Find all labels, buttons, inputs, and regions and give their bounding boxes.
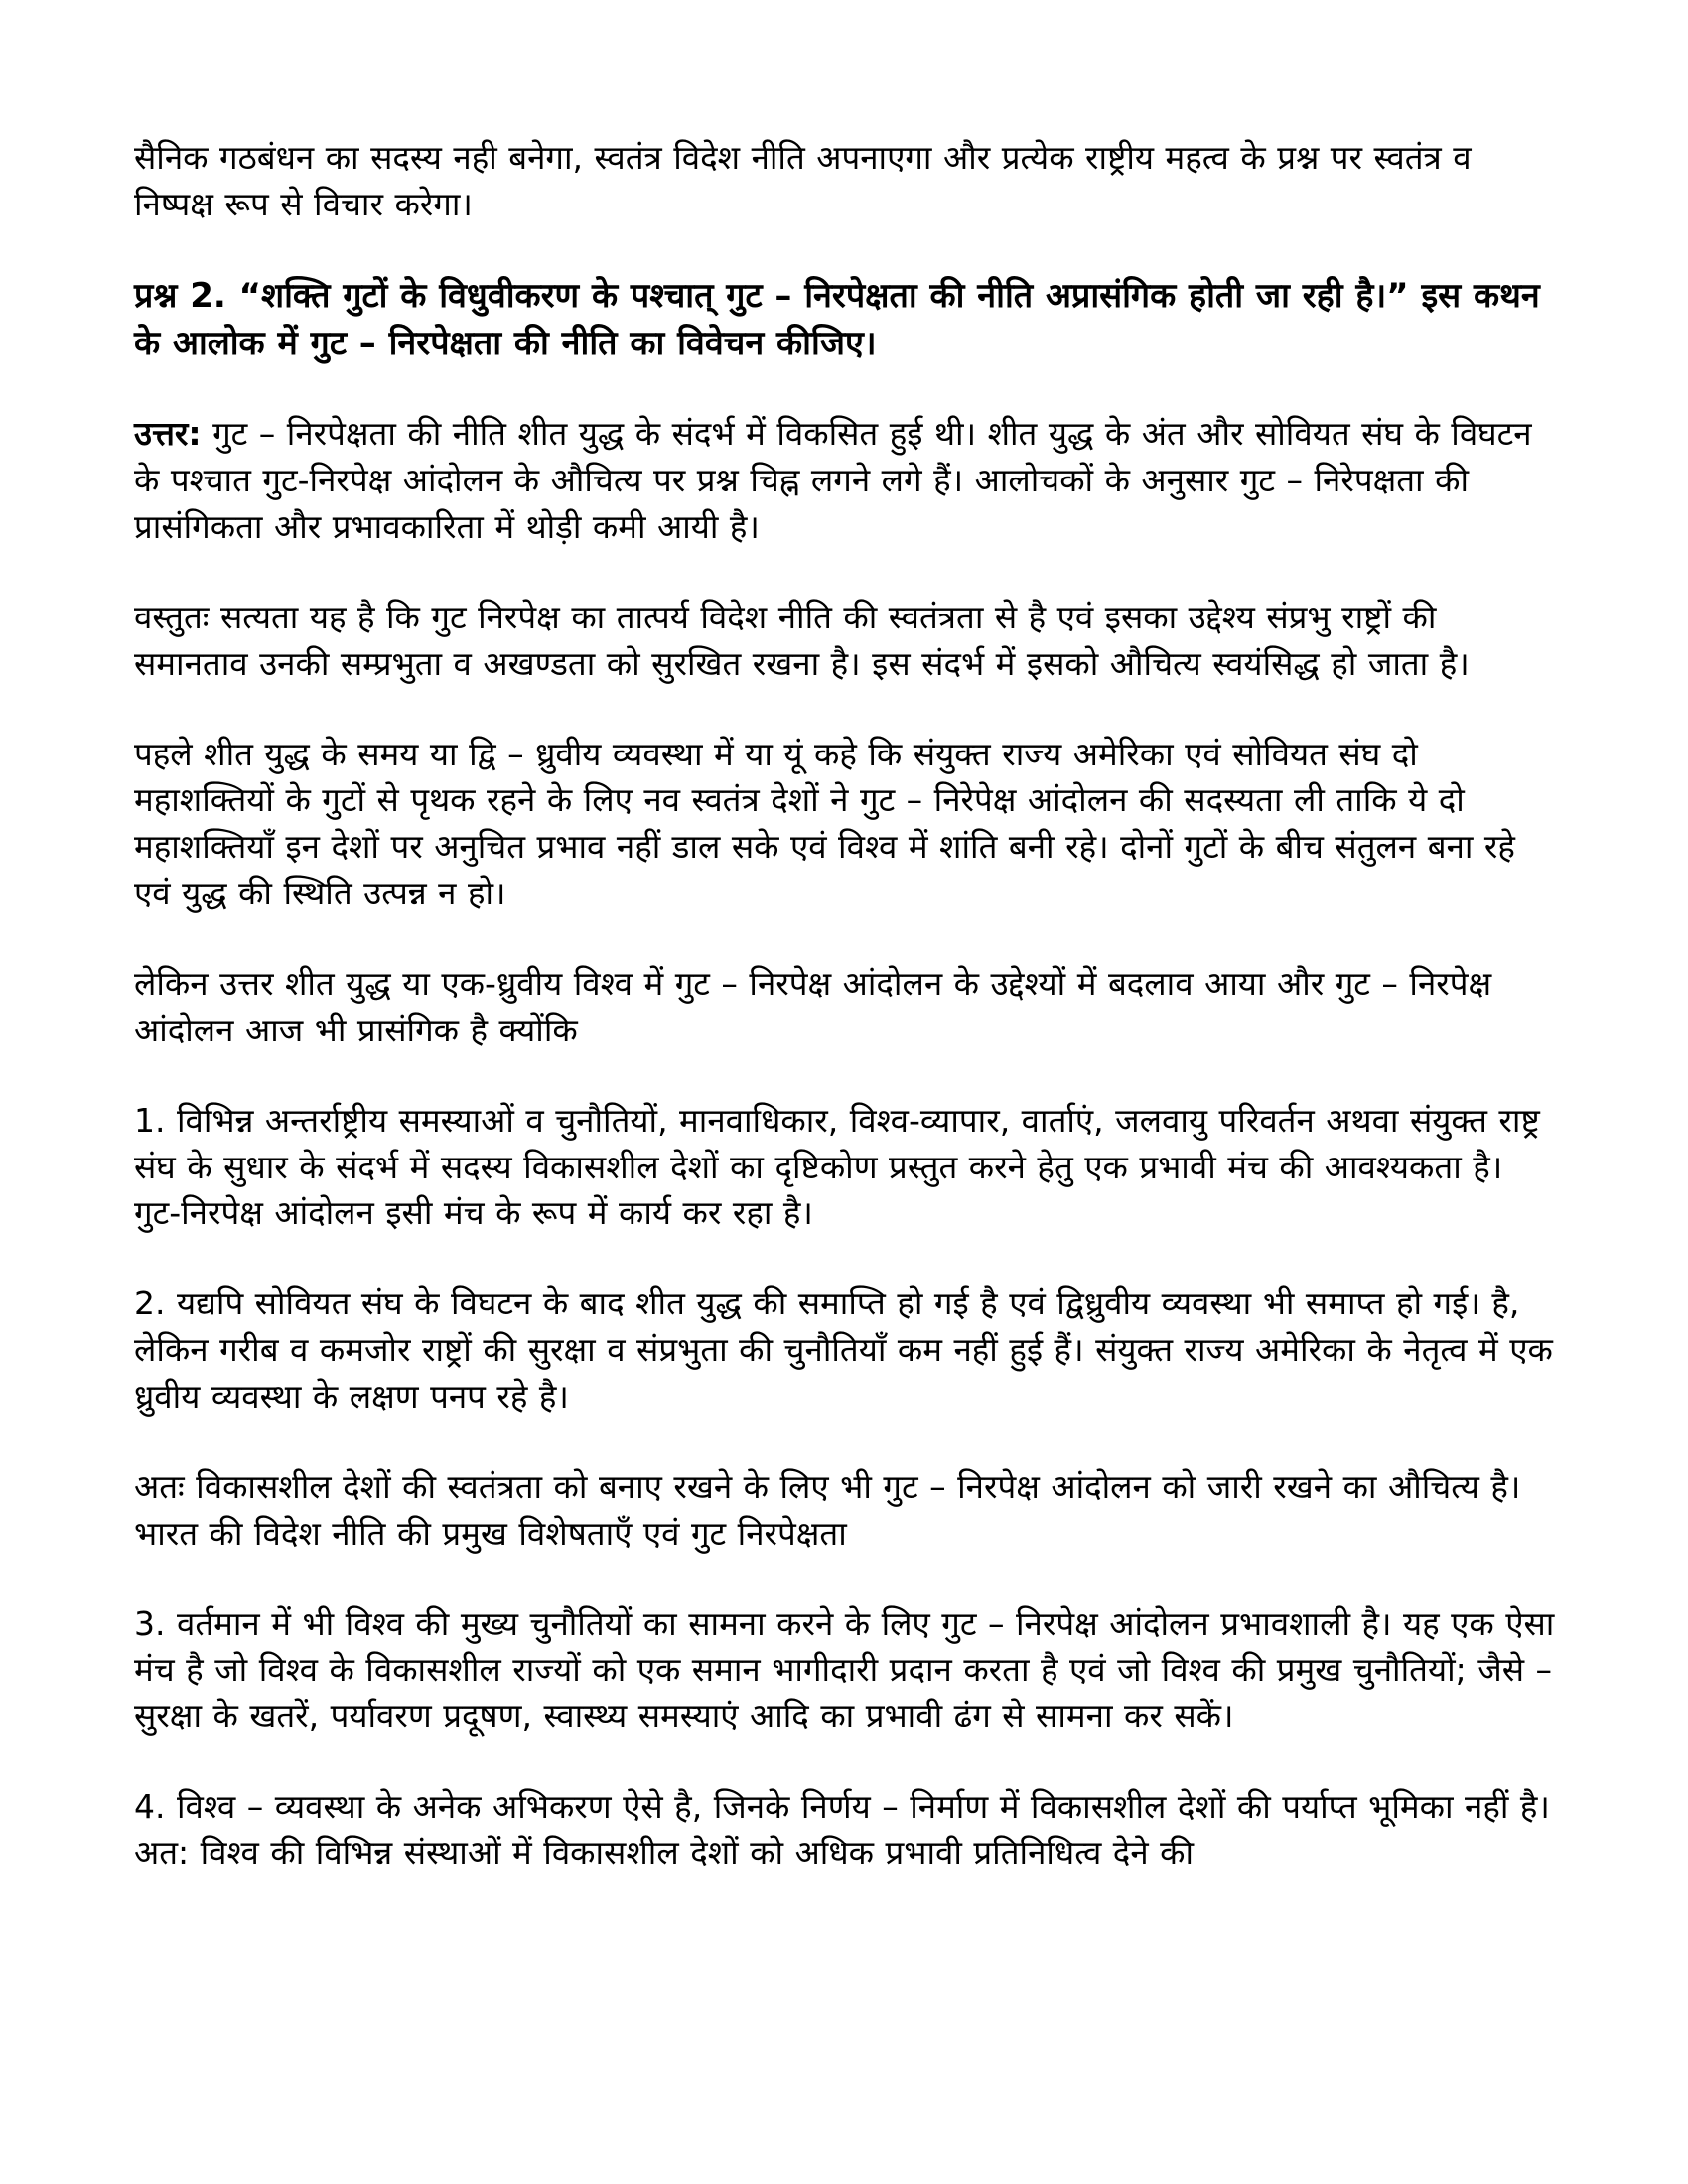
paragraph: 3. वर्तमान में भी विश्व की मुख्य चुनौतियों का सामना करने के लिए गुट – निरपेक्ष आंदोलन प्रभावशाली है। यह एक ऐसा मंच है जो विश्व के विकासशील राज्यों को एक समान भागीदारी प्रदान करता है एवं जो विश्व की प्रमुख चुनौतियों; जैसे – सुरक्षा के खतरें, पर्यावरण प्रदूषण, स्वास्थ्य समस्याएं आदि का प्रभावी ढंग से सामना कर सकें। <box>134 1603 1555 1736</box>
paragraph: 1. विभिन्न अन्तर्राष्ट्रीय समस्याओं व चुनौतियों, मानवाधिकार, विश्व-व्यापार, वार्ताएं, जलवायु परिवर्तन अथवा संयुक्त राष्ट्र संघ के सुधार के संदर्भ में सदस्य विकासशील देशों का दृष्टिकोण प्रस्तुत करने हेतु एक प्रभावी मंच की आवश्यकता है। गुट-निरपेक्ष आंदोलन इसी मंच के रूप में कार्य कर रहा है। <box>134 1100 1540 1233</box>
answer-label: उत्तर: <box>134 414 202 454</box>
question-heading: प्रश्न 2. “शक्ति गुटों के विधुवीकरण के पश्चात् गुट – निरपेक्षता की नीति अप्रासंगिक होती जा रही है।” इस कथन के आलोक में गुट – निरपेक्षता की नीति का विवेचन कीजिए। <box>134 275 1540 363</box>
paragraph: सैनिक गठबंधन का सदस्य नही बनेगा, स्वतंत्र विदेश नीति अपनाएगा और प्रत्येक राष्ट्रीय महत्व के प्रश्न पर स्वतंत्र व निष्पक्ष रूप से विचार करेगा। <box>134 138 1472 223</box>
paragraph: पहले शीत युद्ध के समय या द्वि – ध्रुवीय व्यवस्था में या यूं कहे कि संयुक्त राज्य अमेरिका एवं सोवियत संघ दो महाशक्तियों के गुटों से पृथक रहने के लिए नव स्वतंत्र देशों ने गुट – निरेपेक्ष आंदोलन की सदस्यता ली ताकि ये दो महाशक्तियाँ इन देशों पर अनुचित प्रभाव नहीं डाल सके एवं विश्व में शांति बनी रहे। दोनों गुटों के बीच संतुलन बना रहे एवं युद्ध की स्थिति उत्पन्न न हो। <box>134 734 1515 913</box>
paragraph: 2. यद्यपि सोवियत संघ के विघटन के बाद शीत युद्ध की समाप्ति हो गई है एवं द्विध्रुवीय व्यवस्था भी समाप्त हो गई। है, लेकिन गरीब व कमजोर राष्ट्रों की सुरक्षा व संप्रभुता की चुनौतियाँ कम नहीं हुई हैं। संयुक्त राज्य अमेरिका के नेतृत्व में एक ध्रुवीय व्यवस्था के लक्षण पनप रहे है। <box>134 1284 1553 1416</box>
paragraph: लेकिन उत्तर शीत युद्ध या एक-ध्रुवीय विश्व में गुट – निरपेक्ष आंदोलन के उद्देश्यों में बदलाव आया और गुट – निरपेक्ष आंदोलन आज भी प्रासंगिक है क्योंकि <box>134 963 1492 1049</box>
paragraph <box>134 411 1556 551</box>
paragraph: 4. विश्व – व्यवस्था के अनेक अभिकरण ऐसे है, जिनके निर्णय – निर्माण में विकासशील देशों की पर्याप्त भूमिका नहीं है। अत: विश्व की विभिन्न संस्थाओं में विकासशील देशों को अधिक प्रभावी प्रतिनिधित्व देने की <box>134 1787 1550 1873</box>
paragraph: वस्तुतः सत्यता यह है कि गुट निरपेक्ष का तात्पर्य विदेश नीति की स्वतंत्रता से है एवं इसका उद्देश्य संप्रभु राष्ट्रों की समानताव उनकी सम्प्रभुता व अखण्डता को सुरखित रखना है। इस संदर्भ में इसको औचित्य स्वयंसिद्ध हो जाता है। <box>134 597 1470 683</box>
document-content <box>134 135 1556 1877</box>
answer-text: गुट – निरपेक्षता की नीति शीत युद्ध के संदर्भ में विकसित हुई थी। शीत युद्ध के अंत और सोवियत संघ के विघटन के पश्चात गुट-निरपेक्ष आंदोलन के औचित्य पर प्रश्न चिह्न लगने लगे हैं। आलोचकों के अनुसार गुट – निरेपक्षता की प्रासंगिकता और प्रभावकारिता में थोड़ी कमी आयी है। <box>134 414 1532 546</box>
paragraph: अतः विकासशील देशों की स्वतंत्रता को बनाए रखने के लिए भी गुट – निरपेक्ष आंदोलन को जारी रखने का औचित्य है। भारत की विदेश नीति की प्रमुख विशेषताएँ एवं गुट निरपेक्षता <box>134 1466 1521 1553</box>
